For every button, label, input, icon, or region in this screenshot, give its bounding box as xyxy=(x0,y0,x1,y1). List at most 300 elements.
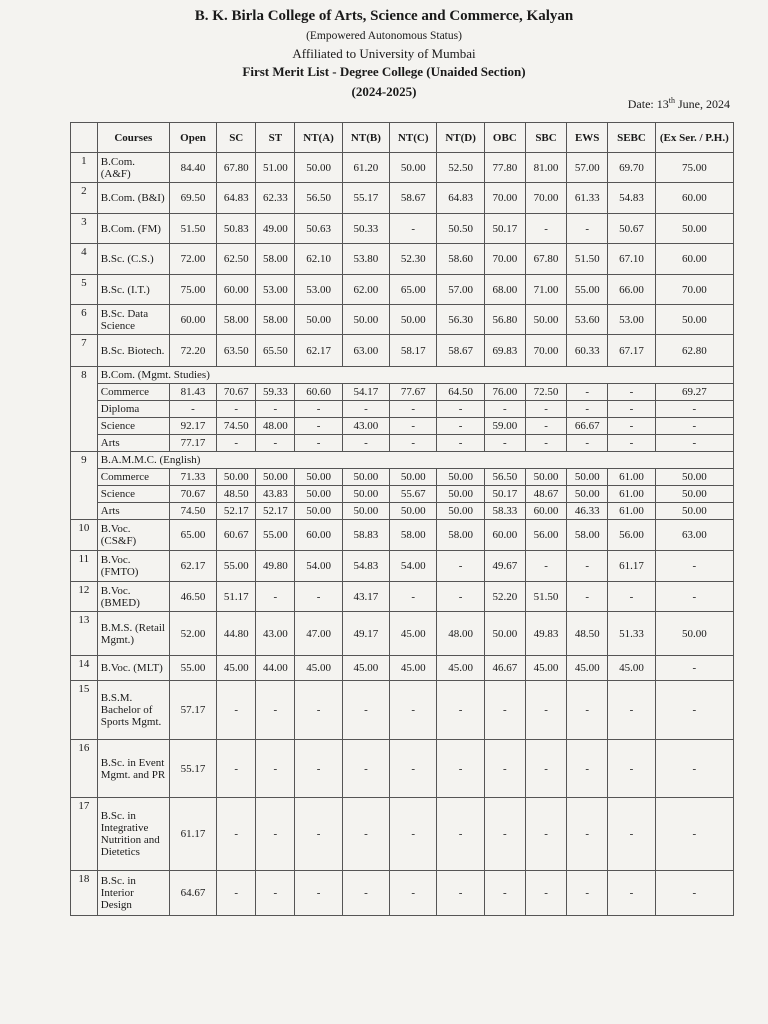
cutoff-value: - xyxy=(390,740,437,798)
serial-number: 4 xyxy=(71,244,98,275)
cutoff-value: - xyxy=(295,740,342,798)
cutoff-value: 58.00 xyxy=(567,520,608,551)
cutoff-value: 62.10 xyxy=(295,244,342,275)
serial-number: 1 xyxy=(71,153,98,183)
stream-name: Science xyxy=(97,486,169,503)
cutoff-value: - xyxy=(608,384,655,401)
cutoff-value: 64.67 xyxy=(169,871,216,916)
cutoff-value: 60.33 xyxy=(567,335,608,367)
cutoff-value: 52.50 xyxy=(437,153,484,183)
cutoff-value: 50.00 xyxy=(567,486,608,503)
cutoff-value: 60.00 xyxy=(525,503,566,520)
cutoff-value: 58.00 xyxy=(390,520,437,551)
cutoff-value: 62.80 xyxy=(655,335,733,367)
stream-name: Diploma xyxy=(97,401,169,418)
cutoff-value: 45.00 xyxy=(217,656,256,681)
table-row xyxy=(71,582,734,612)
stream-name: Commerce xyxy=(97,469,169,486)
stream-name: Arts xyxy=(97,435,169,452)
cutoff-value: 50.00 xyxy=(437,469,484,486)
cutoff-value: 59.00 xyxy=(484,418,525,435)
cutoff-value: - xyxy=(256,435,295,452)
cutoff-value: 58.17 xyxy=(390,335,437,367)
cutoff-value: - xyxy=(390,418,437,435)
cutoff-value: - xyxy=(525,681,566,740)
course-name: B.M.S. (Retail Mgmt.) xyxy=(97,612,169,656)
table-row xyxy=(71,214,734,244)
cutoff-value: 61.17 xyxy=(169,798,216,871)
cutoff-value: 50.17 xyxy=(484,486,525,503)
cutoff-value: 92.17 xyxy=(169,418,216,435)
cutoff-value: - xyxy=(217,435,256,452)
serial-number: 13 xyxy=(71,612,98,656)
cutoff-value: - xyxy=(256,401,295,418)
column-header: NT(B) xyxy=(342,123,389,153)
cutoff-value: 65.00 xyxy=(390,275,437,305)
header-row xyxy=(71,123,734,153)
column-header: SBC xyxy=(525,123,566,153)
cutoff-value: 50.00 xyxy=(295,305,342,335)
course-name: B.Voc. (FMTO) xyxy=(97,551,169,582)
cutoff-value: - xyxy=(525,214,566,244)
cutoff-value: - xyxy=(390,435,437,452)
cutoff-value: - xyxy=(390,798,437,871)
cutoff-value: - xyxy=(437,582,484,612)
table-row xyxy=(71,418,734,435)
cutoff-value: 53.60 xyxy=(567,305,608,335)
cutoff-value: 74.50 xyxy=(169,503,216,520)
cutoff-value: 50.00 xyxy=(655,503,733,520)
serial-number: 16 xyxy=(71,740,98,798)
cutoff-value: 58.00 xyxy=(256,244,295,275)
serial-number: 5 xyxy=(71,275,98,305)
cutoff-value: 60.60 xyxy=(295,384,342,401)
group-title: B.Com. (Mgmt. Studies) xyxy=(97,367,733,384)
cutoff-value: 50.00 xyxy=(342,305,389,335)
cutoff-value: 70.67 xyxy=(217,384,256,401)
cutoff-value: - xyxy=(655,681,733,740)
cutoff-value: 65.50 xyxy=(256,335,295,367)
cutoff-value: 50.83 xyxy=(217,214,256,244)
cutoff-value: 81.00 xyxy=(525,153,566,183)
cutoff-value: - xyxy=(655,656,733,681)
cutoff-value: - xyxy=(484,435,525,452)
cutoff-value: - xyxy=(295,871,342,916)
cutoff-value: 46.50 xyxy=(169,582,216,612)
cutoff-value: 62.00 xyxy=(342,275,389,305)
column-header: OBC xyxy=(484,123,525,153)
cutoff-value: 70.00 xyxy=(484,183,525,214)
cutoff-value: 69.50 xyxy=(169,183,216,214)
cutoff-value: 49.00 xyxy=(256,214,295,244)
cutoff-value: 48.67 xyxy=(525,486,566,503)
cutoff-value: 45.00 xyxy=(525,656,566,681)
table-row xyxy=(71,469,734,486)
cutoff-value: - xyxy=(169,401,216,418)
cutoff-value: 52.17 xyxy=(217,503,256,520)
cutoff-value: - xyxy=(342,681,389,740)
cutoff-value: 72.20 xyxy=(169,335,216,367)
cutoff-value: 64.83 xyxy=(437,183,484,214)
cutoff-value: - xyxy=(295,401,342,418)
cutoff-value: - xyxy=(390,401,437,418)
cutoff-value: 50.00 xyxy=(390,153,437,183)
cutoff-value: - xyxy=(608,418,655,435)
cutoff-value: 50.00 xyxy=(342,486,389,503)
cutoff-value: 50.00 xyxy=(567,469,608,486)
course-name: B.Voc. (BMED) xyxy=(97,582,169,612)
cutoff-value: 58.67 xyxy=(437,335,484,367)
cutoff-value: 81.43 xyxy=(169,384,216,401)
cutoff-value: 84.40 xyxy=(169,153,216,183)
column-header: SC xyxy=(217,123,256,153)
cutoff-value: 48.50 xyxy=(217,486,256,503)
cutoff-value: - xyxy=(342,401,389,418)
cutoff-value: 57.00 xyxy=(567,153,608,183)
cutoff-value: 43.17 xyxy=(342,582,389,612)
cutoff-value: - xyxy=(256,740,295,798)
cutoff-value: - xyxy=(608,798,655,871)
table-row xyxy=(71,275,734,305)
course-name: B.Com. (A&F) xyxy=(97,153,169,183)
cutoff-value: 50.00 xyxy=(342,469,389,486)
group-title-row xyxy=(71,367,734,384)
cutoff-value: 48.00 xyxy=(437,612,484,656)
table-row xyxy=(71,740,734,798)
column-header: NT(C) xyxy=(390,123,437,153)
column-header: EWS xyxy=(567,123,608,153)
cutoff-value: 74.50 xyxy=(217,418,256,435)
cutoff-value: 76.00 xyxy=(484,384,525,401)
cutoff-value: - xyxy=(525,551,566,582)
column-header: ST xyxy=(256,123,295,153)
cutoff-value: 45.00 xyxy=(342,656,389,681)
serial-number: 14 xyxy=(71,656,98,681)
table-row xyxy=(71,486,734,503)
cutoff-value: 62.50 xyxy=(217,244,256,275)
cutoff-value: - xyxy=(390,871,437,916)
cutoff-value: 57.17 xyxy=(169,681,216,740)
cutoff-value: 48.00 xyxy=(256,418,295,435)
cutoff-value: - xyxy=(437,551,484,582)
cutoff-value: 51.33 xyxy=(608,612,655,656)
cutoff-value: 58.60 xyxy=(437,244,484,275)
cutoff-value: - xyxy=(608,401,655,418)
cutoff-value: 60.00 xyxy=(484,520,525,551)
group-title: B.A.M.M.C. (English) xyxy=(97,452,733,469)
cutoff-value: - xyxy=(655,798,733,871)
cutoff-value: - xyxy=(567,214,608,244)
cutoff-value: - xyxy=(567,401,608,418)
cutoff-value: 70.67 xyxy=(169,486,216,503)
cutoff-value: - xyxy=(295,798,342,871)
cutoff-value: 43.83 xyxy=(256,486,295,503)
cutoff-value: 61.00 xyxy=(608,486,655,503)
cutoff-value: 55.00 xyxy=(256,520,295,551)
cutoff-value: 71.00 xyxy=(525,275,566,305)
cutoff-value: 65.00 xyxy=(169,520,216,551)
cutoff-value: - xyxy=(525,401,566,418)
cutoff-value: 44.80 xyxy=(217,612,256,656)
cutoff-value: 50.67 xyxy=(608,214,655,244)
cutoff-value: 43.00 xyxy=(256,612,295,656)
cutoff-value: 45.00 xyxy=(437,656,484,681)
cutoff-value: 68.00 xyxy=(484,275,525,305)
cutoff-value: 51.50 xyxy=(525,582,566,612)
cutoff-value: 58.00 xyxy=(217,305,256,335)
cutoff-value: 75.00 xyxy=(169,275,216,305)
cutoff-value: - xyxy=(437,435,484,452)
cutoff-value: 60.00 xyxy=(169,305,216,335)
cutoff-value: 50.00 xyxy=(256,469,295,486)
cutoff-value: 50.63 xyxy=(295,214,342,244)
cutoff-value: 50.00 xyxy=(655,469,733,486)
cutoff-value: 54.17 xyxy=(342,384,389,401)
cutoff-value: - xyxy=(437,401,484,418)
cutoff-value: 77.67 xyxy=(390,384,437,401)
cutoff-value: 66.67 xyxy=(567,418,608,435)
cutoff-value: - xyxy=(567,384,608,401)
cutoff-value: 55.00 xyxy=(169,656,216,681)
table-row xyxy=(71,153,734,183)
cutoff-value: 50.00 xyxy=(655,305,733,335)
cutoff-value: - xyxy=(567,681,608,740)
cutoff-value: 56.30 xyxy=(437,305,484,335)
cutoff-value: - xyxy=(567,551,608,582)
table-row xyxy=(71,183,734,214)
table-row xyxy=(71,335,734,367)
cutoff-value: - xyxy=(342,871,389,916)
cutoff-value: 59.33 xyxy=(256,384,295,401)
cutoff-value: - xyxy=(655,401,733,418)
cutoff-value: - xyxy=(608,681,655,740)
course-name: B.Voc. (MLT) xyxy=(97,656,169,681)
cutoff-value: 49.80 xyxy=(256,551,295,582)
cutoff-value: 52.17 xyxy=(256,503,295,520)
cutoff-value: - xyxy=(256,681,295,740)
cutoff-value: - xyxy=(256,798,295,871)
cutoff-value: 50.33 xyxy=(342,214,389,244)
table-row xyxy=(71,503,734,520)
cutoff-value: 55.17 xyxy=(169,740,216,798)
cutoff-value: - xyxy=(256,582,295,612)
course-name: B.Com. (B&I) xyxy=(97,183,169,214)
serial-number: 18 xyxy=(71,871,98,916)
cutoff-value: 67.17 xyxy=(608,335,655,367)
cutoff-value: 50.17 xyxy=(484,214,525,244)
course-name: B.Sc. (I.T.) xyxy=(97,275,169,305)
cutoff-value: - xyxy=(217,871,256,916)
course-name: B.S.M. Bachelor of Sports Mgmt. xyxy=(97,681,169,740)
cutoff-value: 56.50 xyxy=(295,183,342,214)
cutoff-value: 43.00 xyxy=(342,418,389,435)
table-row xyxy=(71,520,734,551)
course-name: B.Sc. in Event Mgmt. and PR xyxy=(97,740,169,798)
cutoff-value: - xyxy=(437,418,484,435)
cutoff-value: - xyxy=(655,871,733,916)
cutoff-value: 50.00 xyxy=(390,305,437,335)
cutoff-value: - xyxy=(295,435,342,452)
cutoff-value: - xyxy=(608,435,655,452)
cutoff-value: 47.00 xyxy=(295,612,342,656)
cutoff-value: 45.00 xyxy=(608,656,655,681)
column-header: NT(D) xyxy=(437,123,484,153)
table-row xyxy=(71,798,734,871)
merit-list-title: First Merit List - Degree College (Unaided Section) xyxy=(242,64,526,79)
cutoff-value: 61.00 xyxy=(608,503,655,520)
group-title-row xyxy=(71,452,734,469)
serial-number: 9 xyxy=(71,452,98,520)
cutoff-value: 64.83 xyxy=(217,183,256,214)
cutoff-value: - xyxy=(608,582,655,612)
cutoff-value: - xyxy=(217,401,256,418)
cutoff-value: - xyxy=(295,418,342,435)
cutoff-value: 48.50 xyxy=(567,612,608,656)
cutoff-value: - xyxy=(567,435,608,452)
serial-number: 17 xyxy=(71,798,98,871)
cutoff-value: 66.00 xyxy=(608,275,655,305)
cutoff-value: 46.33 xyxy=(567,503,608,520)
cutoff-value: 61.20 xyxy=(342,153,389,183)
cutoff-value: 50.50 xyxy=(437,214,484,244)
cutoff-value: 51.17 xyxy=(217,582,256,612)
cutoff-value: - xyxy=(390,582,437,612)
cutoff-value: 50.00 xyxy=(484,612,525,656)
cutoff-value: 54.00 xyxy=(390,551,437,582)
column-header: Open xyxy=(169,123,216,153)
cutoff-value: - xyxy=(655,435,733,452)
course-name: B.Sc. in Integrative Nutrition and Dietetics xyxy=(97,798,169,871)
cutoff-value: - xyxy=(655,740,733,798)
serial-number: 11 xyxy=(71,551,98,582)
cutoff-value: 51.50 xyxy=(169,214,216,244)
cutoff-value: 50.00 xyxy=(217,469,256,486)
cutoff-value: 57.00 xyxy=(437,275,484,305)
table-row xyxy=(71,681,734,740)
serial-number: 8 xyxy=(71,367,98,452)
cutoff-value: 50.00 xyxy=(655,214,733,244)
course-name: B.Com. (FM) xyxy=(97,214,169,244)
cutoff-value: 69.70 xyxy=(608,153,655,183)
cutoff-value: 69.27 xyxy=(655,384,733,401)
merit-table xyxy=(70,122,734,916)
cutoff-value: 49.83 xyxy=(525,612,566,656)
cutoff-value: 50.00 xyxy=(390,469,437,486)
column-header: NT(A) xyxy=(295,123,342,153)
cutoff-value: 58.00 xyxy=(256,305,295,335)
cutoff-value: - xyxy=(295,681,342,740)
serial-number: 10 xyxy=(71,520,98,551)
cutoff-value: - xyxy=(567,798,608,871)
cutoff-value: 55.17 xyxy=(342,183,389,214)
cutoff-value: 50.00 xyxy=(295,469,342,486)
cutoff-value: 70.00 xyxy=(484,244,525,275)
cutoff-value: 50.00 xyxy=(525,305,566,335)
cutoff-value: 54.83 xyxy=(342,551,389,582)
cutoff-value: 60.00 xyxy=(655,244,733,275)
cutoff-value: 72.00 xyxy=(169,244,216,275)
cutoff-value: 52.30 xyxy=(390,244,437,275)
cutoff-value: 50.00 xyxy=(655,612,733,656)
cutoff-value: 50.00 xyxy=(655,486,733,503)
cutoff-value: 56.00 xyxy=(525,520,566,551)
cutoff-value: 58.83 xyxy=(342,520,389,551)
table-row xyxy=(71,384,734,401)
cutoff-value: 62.17 xyxy=(295,335,342,367)
cutoff-value: 50.00 xyxy=(295,486,342,503)
serial-number: 2 xyxy=(71,183,98,214)
cutoff-value: - xyxy=(295,582,342,612)
table-row xyxy=(71,305,734,335)
cutoff-value: - xyxy=(437,681,484,740)
cutoff-value: - xyxy=(437,871,484,916)
cutoff-value: 49.17 xyxy=(342,612,389,656)
cutoff-value: 69.83 xyxy=(484,335,525,367)
course-name: B.Sc. Biotech. xyxy=(97,335,169,367)
cutoff-value: - xyxy=(484,401,525,418)
serial-number: 6 xyxy=(71,305,98,335)
cutoff-value: - xyxy=(567,871,608,916)
cutoff-value: 52.00 xyxy=(169,612,216,656)
serial-number: 12 xyxy=(71,582,98,612)
cutoff-value: 67.80 xyxy=(525,244,566,275)
cutoff-value: - xyxy=(484,798,525,871)
serial-number: 15 xyxy=(71,681,98,740)
cutoff-value: 60.67 xyxy=(217,520,256,551)
column-header xyxy=(71,123,98,153)
cutoff-value: - xyxy=(390,681,437,740)
affiliation: Affiliated to University of Mumbai xyxy=(292,46,476,61)
table-row xyxy=(71,435,734,452)
cutoff-value: 67.10 xyxy=(608,244,655,275)
column-header: SEBC xyxy=(608,123,655,153)
cutoff-value: 58.33 xyxy=(484,503,525,520)
cutoff-value: 45.00 xyxy=(390,656,437,681)
table-row xyxy=(71,401,734,418)
cutoff-value: 45.00 xyxy=(390,612,437,656)
cutoff-value: 72.50 xyxy=(525,384,566,401)
cutoff-value: - xyxy=(390,214,437,244)
cutoff-value: - xyxy=(342,740,389,798)
cutoff-value: - xyxy=(608,740,655,798)
cutoff-value: - xyxy=(567,582,608,612)
cutoff-value: 54.00 xyxy=(295,551,342,582)
table-row xyxy=(71,551,734,582)
cutoff-value: - xyxy=(655,418,733,435)
cutoff-value: - xyxy=(608,871,655,916)
cutoff-value: 50.00 xyxy=(525,469,566,486)
cutoff-value: - xyxy=(217,740,256,798)
cutoff-value: 70.00 xyxy=(525,183,566,214)
cutoff-value: 50.00 xyxy=(295,153,342,183)
cutoff-value: 51.50 xyxy=(567,244,608,275)
cutoff-value: 56.50 xyxy=(484,469,525,486)
course-name: B.Voc. (CS&F) xyxy=(97,520,169,551)
cutoff-value: 54.83 xyxy=(608,183,655,214)
autonomous-status: (Empowered Autonomous Status) xyxy=(306,30,462,42)
document-date: Date: 13th June, 2024 xyxy=(627,96,730,111)
cutoff-value: 62.17 xyxy=(169,551,216,582)
cutoff-value: - xyxy=(484,871,525,916)
cutoff-value: 52.20 xyxy=(484,582,525,612)
table-row xyxy=(71,244,734,275)
cutoff-value: 58.00 xyxy=(437,520,484,551)
cutoff-value: 60.00 xyxy=(295,520,342,551)
table-row xyxy=(71,871,734,916)
cutoff-value: - xyxy=(217,681,256,740)
cutoff-value: - xyxy=(217,798,256,871)
cutoff-value: 51.00 xyxy=(256,153,295,183)
